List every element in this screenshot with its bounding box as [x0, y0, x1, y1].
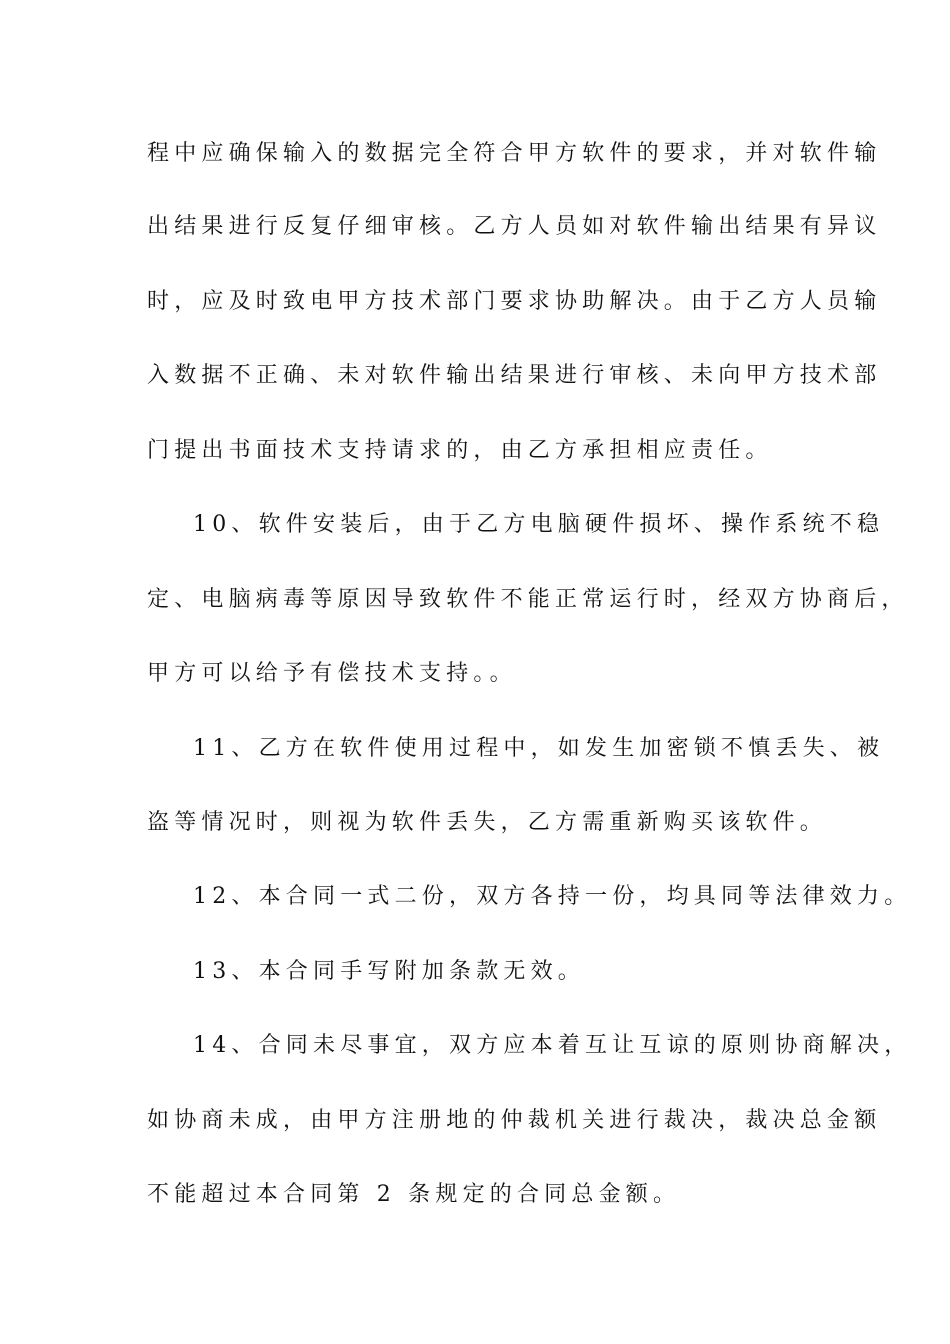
text-line: 入数据不正确、未对软件输出结果进行审核、未向甲方技术部 [147, 363, 882, 388]
clause-12: 12、本合同一式二份，双方各持一份，均具同等法律效力。 [193, 884, 912, 909]
clause-10-start: 10、软件安装后，由于乙方电脑硬件损坏、操作系统不稳 [193, 512, 885, 537]
text-line: 程中应确保输入的数据完全符合甲方软件的要求，并对软件输 [147, 141, 882, 166]
clause-14-start: 14、合同未尽事宜，双方应本着互让互谅的原则协商解决， [193, 1033, 912, 1058]
clause-13: 13、本合同手写附加条款无效。 [193, 959, 585, 984]
text-line: 不能超过本合同第 2 条规定的合同总金额。 [147, 1182, 681, 1207]
text-line: 甲方可以给予有偿技术支持。。 [147, 661, 517, 686]
clause-11-start: 11、乙方在软件使用过程中，如发生加密锁不慎丢失、被 [193, 736, 885, 761]
text-line: 盗等情况时，则视为软件丢失，乙方需重新购买该软件。 [147, 810, 828, 835]
text-line: 出结果进行反复仔细审核。乙方人员如对软件输出结果有异议 [147, 214, 882, 239]
text-line: 门提出书面技术支持请求的，由乙方承担相应责任。 [147, 438, 773, 463]
text-line: 定、电脑病毒等原因导致软件不能正常运行时，经双方协商后， [147, 587, 909, 612]
text-line: 如协商未成，由甲方注册地的仲裁机关进行裁决，裁决总金额 [147, 1108, 882, 1133]
text-line: 时，应及时致电甲方技术部门要求协助解决。由于乙方人员输 [147, 289, 882, 314]
